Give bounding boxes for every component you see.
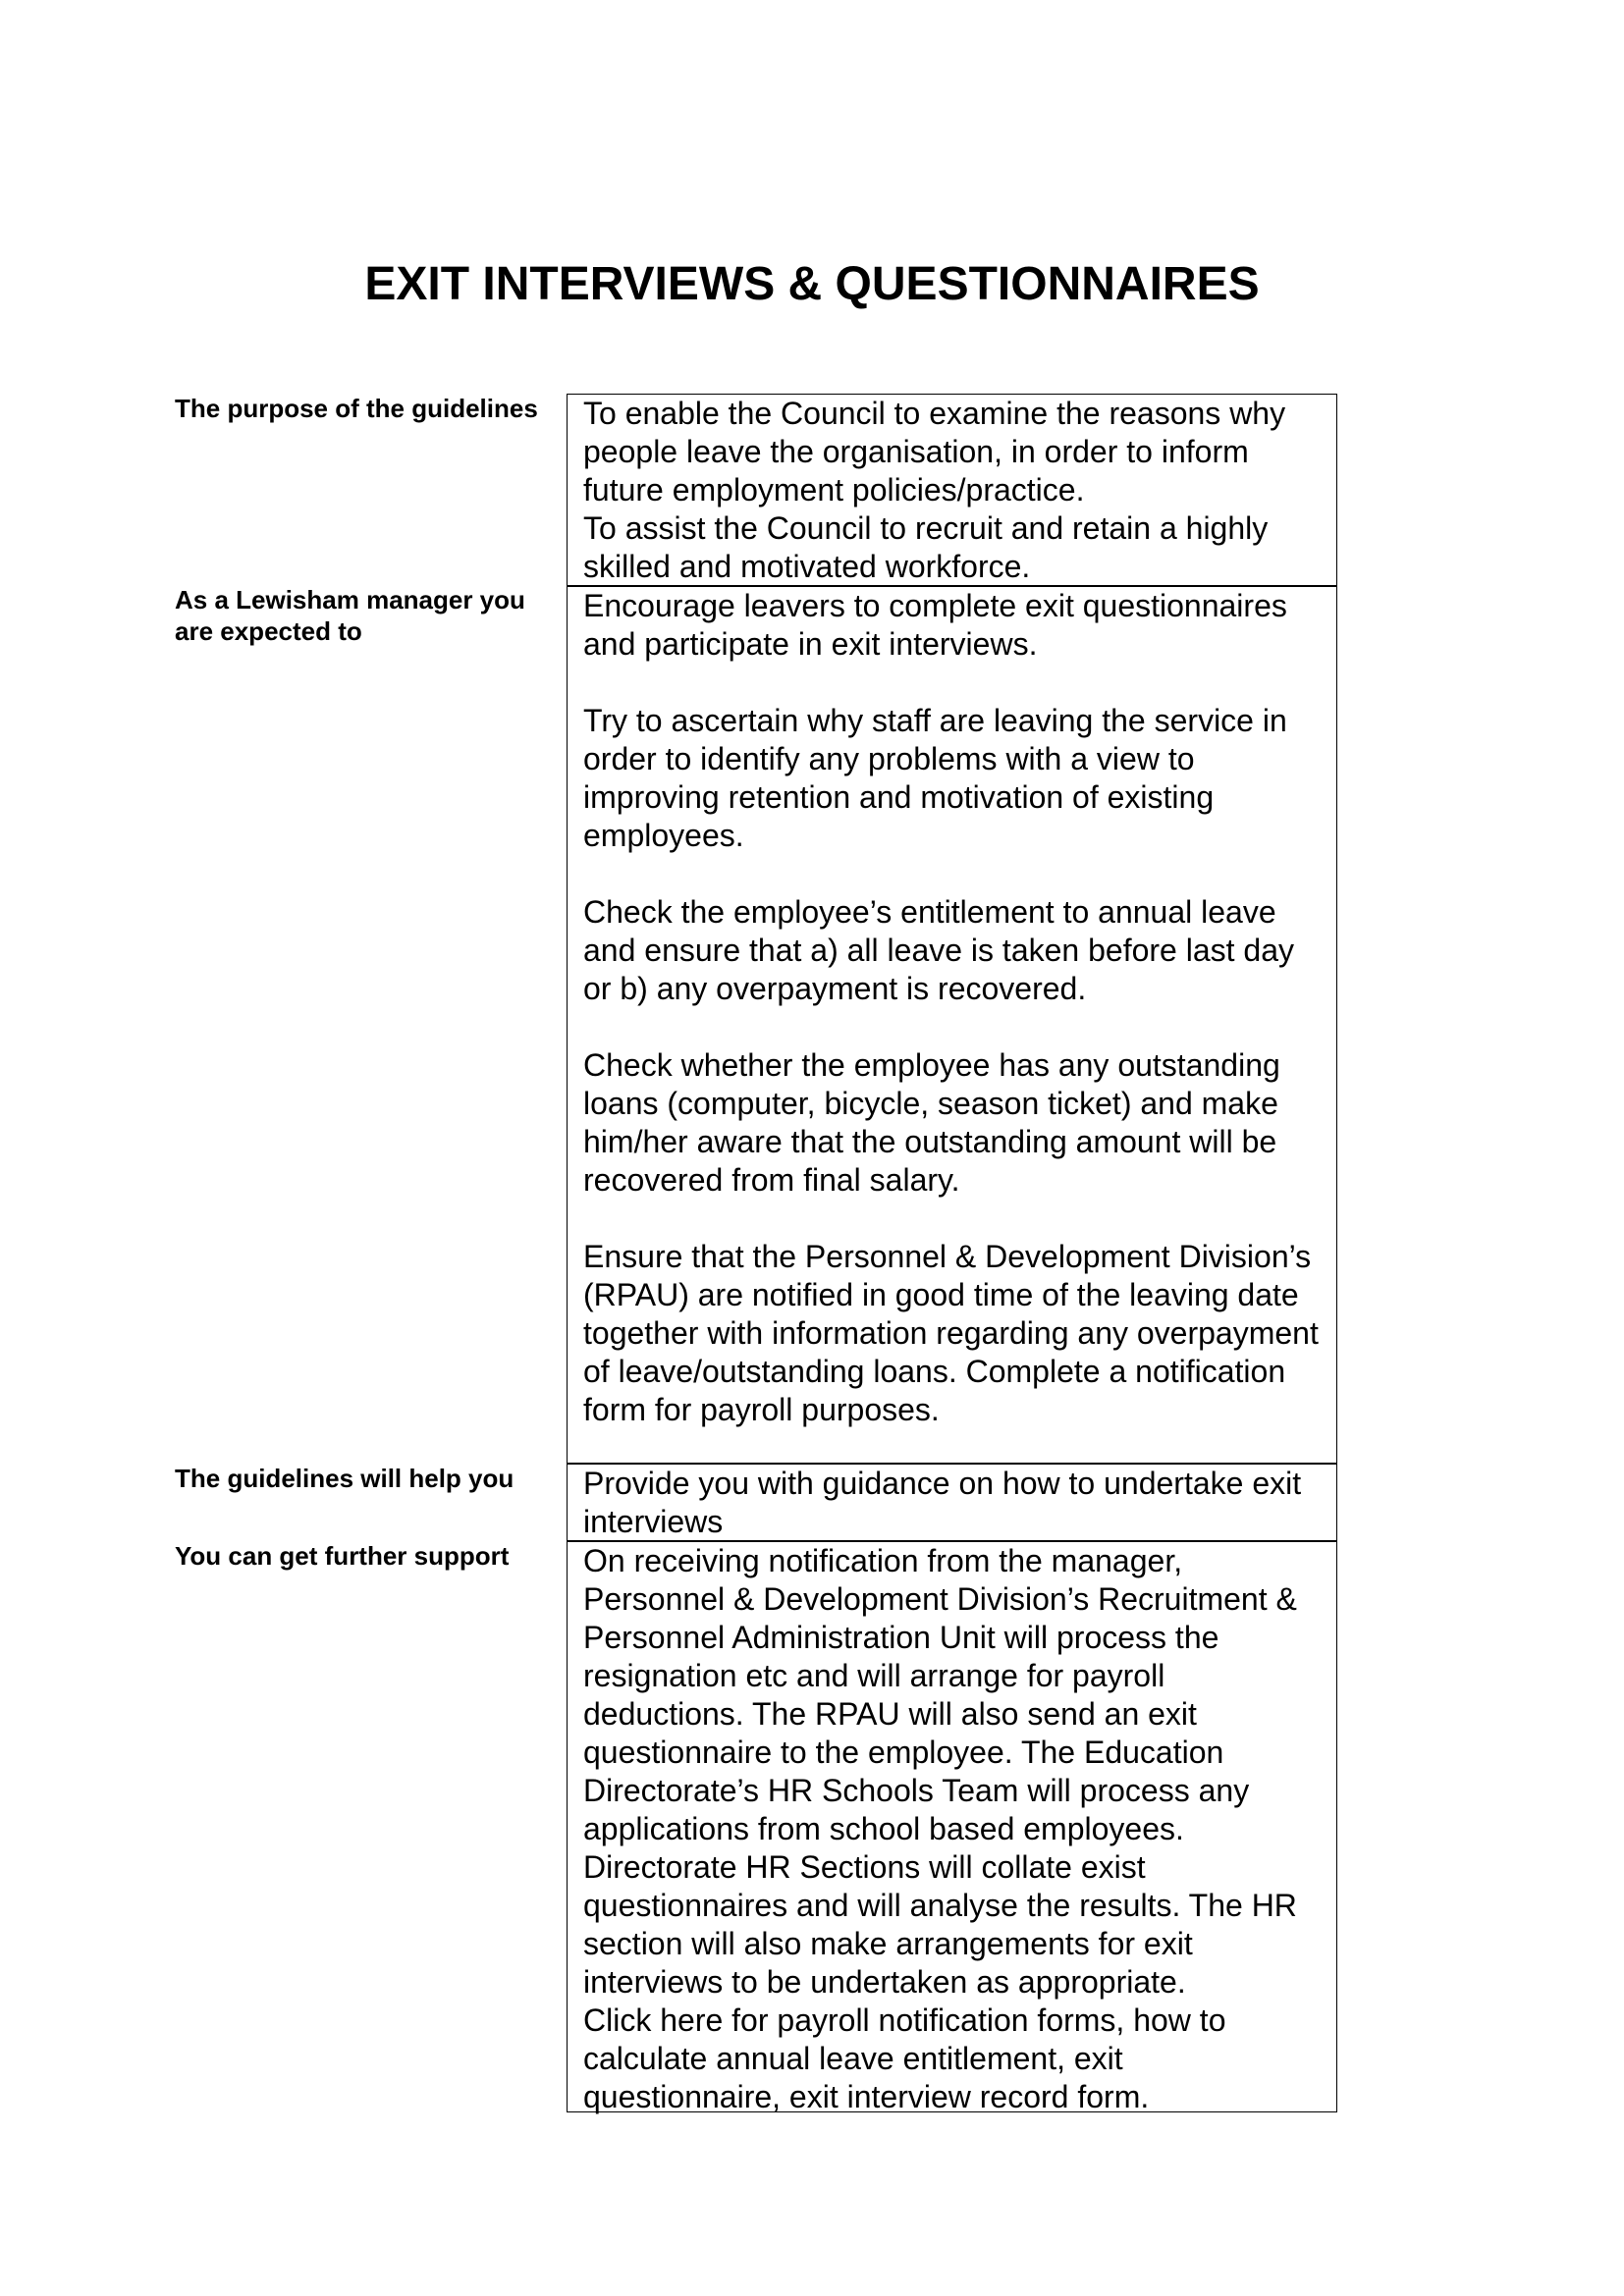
page-title: EXIT INTERVIEWS & QUESTIONNAIRES <box>364 258 1260 310</box>
row-label-manager-expectations: As a Lewisham manager you are expected to <box>175 585 525 646</box>
paragraph: To enable the Council to examine the reasons why people leave the organisation, in order to inform future employment policies/practice. <box>583 396 1286 507</box>
content-box-purpose <box>567 394 1337 586</box>
paragraph: On receiving notification from the manager, Personnel & Development Division’s Recruitment & Personnel Administration Unit will process the resignation etc and will arrange for payroll deductions. The RPAU will also send an exit questionnaire to the employee. The Education Directorate’s HR Schools Team will process any applications from school based employees. Directorate HR Sections will collate exist questionnaires and will analyse the results. The HR section will also make arrangements for exit interviews to be undertaken as appropriate. <box>583 1543 1297 2000</box>
paragraph: Provide you with guidance on how to undertake exit interviews <box>583 1466 1302 1539</box>
content-box-guidelines-help <box>567 1464 1337 1541</box>
paragraph: Check the employee’s entitlement to annual leave and ensure that a) all leave is taken before last day or b) any overpayment is recovered. <box>583 894 1294 1006</box>
paragraph: Encourage leavers to complete exit questionnaires and participate in exit interviews. <box>583 588 1287 662</box>
row-label-guidelines-help: The guidelines will help you <box>175 1464 514 1493</box>
paragraph: To assist the Council to recruit and retain a highly skilled and motivated workforce. <box>583 510 1269 584</box>
paragraph: Ensure that the Personnel & Development Division’s (RPAU) are notified in good time of the leaving date together with information regarding any overpayment of leave/outstanding loans. Complete a notification form for payroll purposes. <box>583 1239 1319 1427</box>
paragraph: Check whether the employee has any outstanding loans (computer, bicycle, season ticket) and make him/her aware that the outstanding amount will be recovered from final salary. <box>583 1047 1280 1198</box>
content-box-further-support <box>567 1541 1337 2112</box>
content-box-manager-expectations <box>567 586 1337 1464</box>
row-label-further-support: You can get further support <box>175 1541 510 1571</box>
payroll-forms-link-text[interactable]: Click here for payroll notification forms, how to calculate annual leave entitlement, exit questionnaire, exit interview record form. <box>583 2002 1226 2114</box>
row-label-purpose: The purpose of the guidelines <box>175 394 538 423</box>
paragraph: Try to ascertain why staff are leaving the service in order to identify any problems with a view to improving retention and motivation of existing employees. <box>583 703 1287 853</box>
